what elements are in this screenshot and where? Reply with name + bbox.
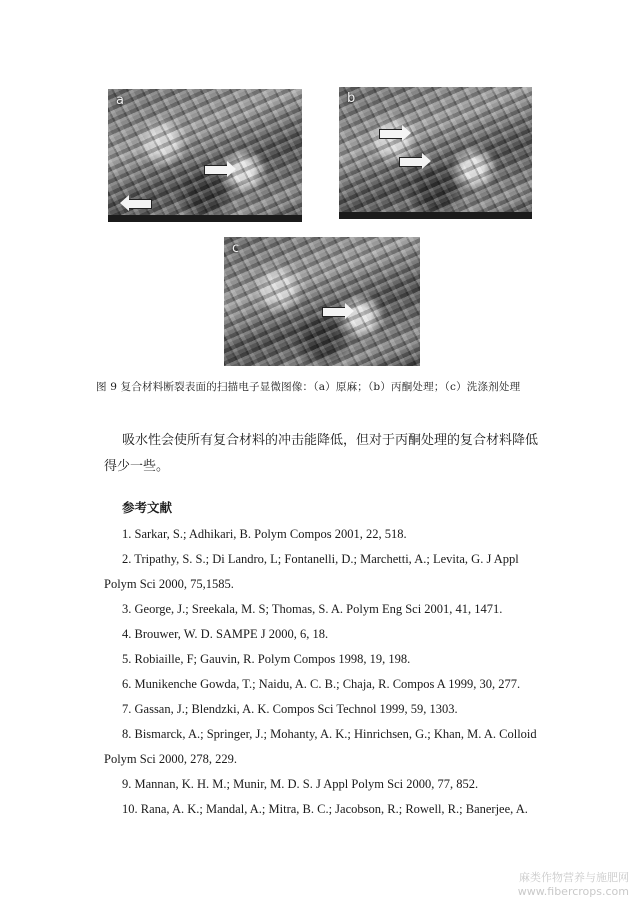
arrow-marker xyxy=(128,199,152,209)
panel-label-c: c xyxy=(232,241,240,256)
reference-item: 5. Robiaille, F; Gauvin, R. Polym Compos 1998, 19, 198. xyxy=(122,652,411,666)
reference-item: 2. Tripathy, S. S.; Di Landro, L; Fontanelli, D.; Marchetti, A.; Levita, G. J Appl Polym Sci 2000, 75,1585. xyxy=(104,552,519,591)
reference-item: 3. George, J.; Sreekala, M. S; Thomas, S. A. Polym Eng Sci 2001, 41, 1471. xyxy=(122,602,503,616)
figure-caption: 图 9 复合材料断裂表面的扫描电子显微图像：（a）原麻；（b）丙酮处理；（c）洗涤剂处理 xyxy=(96,381,521,393)
reference-item: 4. Brouwer, W. D. SAMPE J 2000, 6, 18. xyxy=(122,627,329,641)
reference-item: 7. Gassan, J.; Blendzki, A. K. Compos Sci Technol 1999, 59, 1303. xyxy=(122,702,458,716)
arrow-marker xyxy=(204,165,228,175)
site-watermark xyxy=(518,871,629,899)
references-heading: 参考文献 xyxy=(122,500,173,515)
sem-image-a xyxy=(108,89,302,222)
reference-item: 1. Sarkar, S.; Adhikari, B. Polym Compos 2001, 22, 518. xyxy=(122,527,407,541)
panel-label-a: a xyxy=(116,93,124,108)
reference-item: 9. Mannan, K. H. M.; Munir, M. D. S. J Appl Polym Sci 2000, 77, 852. xyxy=(122,777,479,791)
scale-bar xyxy=(339,212,532,219)
panel-label-b: b xyxy=(347,91,356,106)
scale-bar xyxy=(108,215,302,222)
sem-image-b xyxy=(339,87,532,219)
reference-list xyxy=(104,522,546,822)
reference-item: 10. Rana, A. K.; Mandal, A.; Mitra, B. C.; Jacobson, R.; Rowell, R.; Banerjee, A. xyxy=(122,802,528,816)
sem-image-c xyxy=(224,237,420,366)
watermark-url: www.fibercrops.com xyxy=(517,885,629,898)
watermark-site-name: 麻类作物营养与施肥网 xyxy=(519,871,629,884)
arrow-marker xyxy=(322,307,346,317)
arrow-marker xyxy=(379,129,403,139)
body-paragraph: 吸水性会使所有复合材料的冲击能降低，但对于丙酮处理的复合材料降低得少一些。 xyxy=(104,433,539,474)
reference-item: 6. Munikenche Gowda, T.; Naidu, A. C. B.; Chaja, R. Compos A 1999, 30, 277. xyxy=(122,677,521,691)
arrow-marker xyxy=(399,157,423,167)
reference-item: 8. Bismarck, A.; Springer, J.; Mohanty, A. K.; Hinrichsen, G.; Khan, M. A. Colloid Polym Sci 2000, 278, 229. xyxy=(104,727,537,766)
